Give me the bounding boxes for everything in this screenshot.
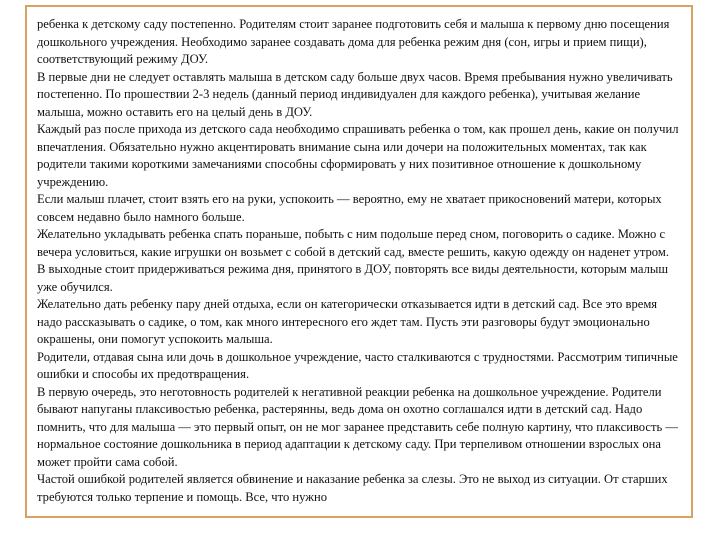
- text-frame: [25, 5, 693, 518]
- paragraph-5: Желательно укладывать ребенка спать пораньше, побыть с ним подольше перед сном, поговорить о садике. Можно с вечера условиться, какие игрушки он возьмет с собой в детский сад, вместе решить, какую одежду он наденет утром.: [37, 227, 669, 259]
- paragraph-6: В выходные стоит придерживаться режима дня, принятого в ДОУ, повторять все виды деятельности, которым малыш уже обучился.: [37, 262, 669, 294]
- paragraph-2: В первые дни не следует оставлять малыша в детском саду больше двух часов. Время пребывания нужно увеличивать постепенно. По прошествии 2-3 недель (данный период индивидуален для каждого ребенка), учитывая желание малыша, можно оставить его на целый день в ДОУ.: [37, 69, 673, 119]
- paragraph-3: Каждый раз после прихода из детского сада необходимо спрашивать ребенка о том, как прошел день, какие он получил впечатления. Обязательно нужно акцентировать внимание сына или дочери на положительных моментах, так как родители такими короткими замечаниями способны сформировать у них позитивное отношение к дошкольному учреждению.: [37, 122, 679, 189]
- paragraph-8: Родители, отдавая сына или дочь в дошкольное учреждение, часто сталкиваются с трудностями. Рассмотрим типичные ошибки и способы их предотвращения.: [37, 349, 678, 381]
- paragraph-7: Желательно дать ребенку пару дней отдыха, если он категорически отказывается идти в детский сад. Все это время надо рассказывать о садике, о том, как много интересного его ждет там. Пусть эти разговоры будут эмоционально окрашены, они помогут успокоить малыша.: [37, 297, 658, 346]
- paragraph-4: Если малыш плачет, стоит взять его на руки, успокоить — вероятно, ему не хватает прикосновений матери, которых совсем недавно было намного больше.: [37, 192, 662, 224]
- document-body: [37, 16, 683, 506]
- paragraph-10: Частой ошибкой родителей является обвинение и наказание ребенка за слезы. Это не выход из ситуации. От старших требуются только терпение и помощь. Все, что нужно: [37, 472, 668, 504]
- paragraph-1: ребенка к детскому саду постепенно. Родителям стоит заранее подготовить себя и малыша к первому дню посещения дошкольного учреждения. Необходимо заранее создавать дома для ребенка режим дня (сон, игры и прием пищи), соответствующий режиму ДОУ.: [37, 17, 670, 66]
- paragraph-9: В первую очередь, это неготовность родителей к негативной реакции ребенка на дошкольное учреждение. Родители бывают напуганы плаксивостью ребенка, растерянны, ведь дома он охотно соглашался идти в детский сад. Надо помнить, что для малыша — это первый опыт, он не мог заранее представить себе полную картину, что плаксивость — нормальное состояние дошкольника в период адаптации к детскому саду. При терпеливом отношении взрослых она может пройти сама собой.: [37, 384, 678, 469]
